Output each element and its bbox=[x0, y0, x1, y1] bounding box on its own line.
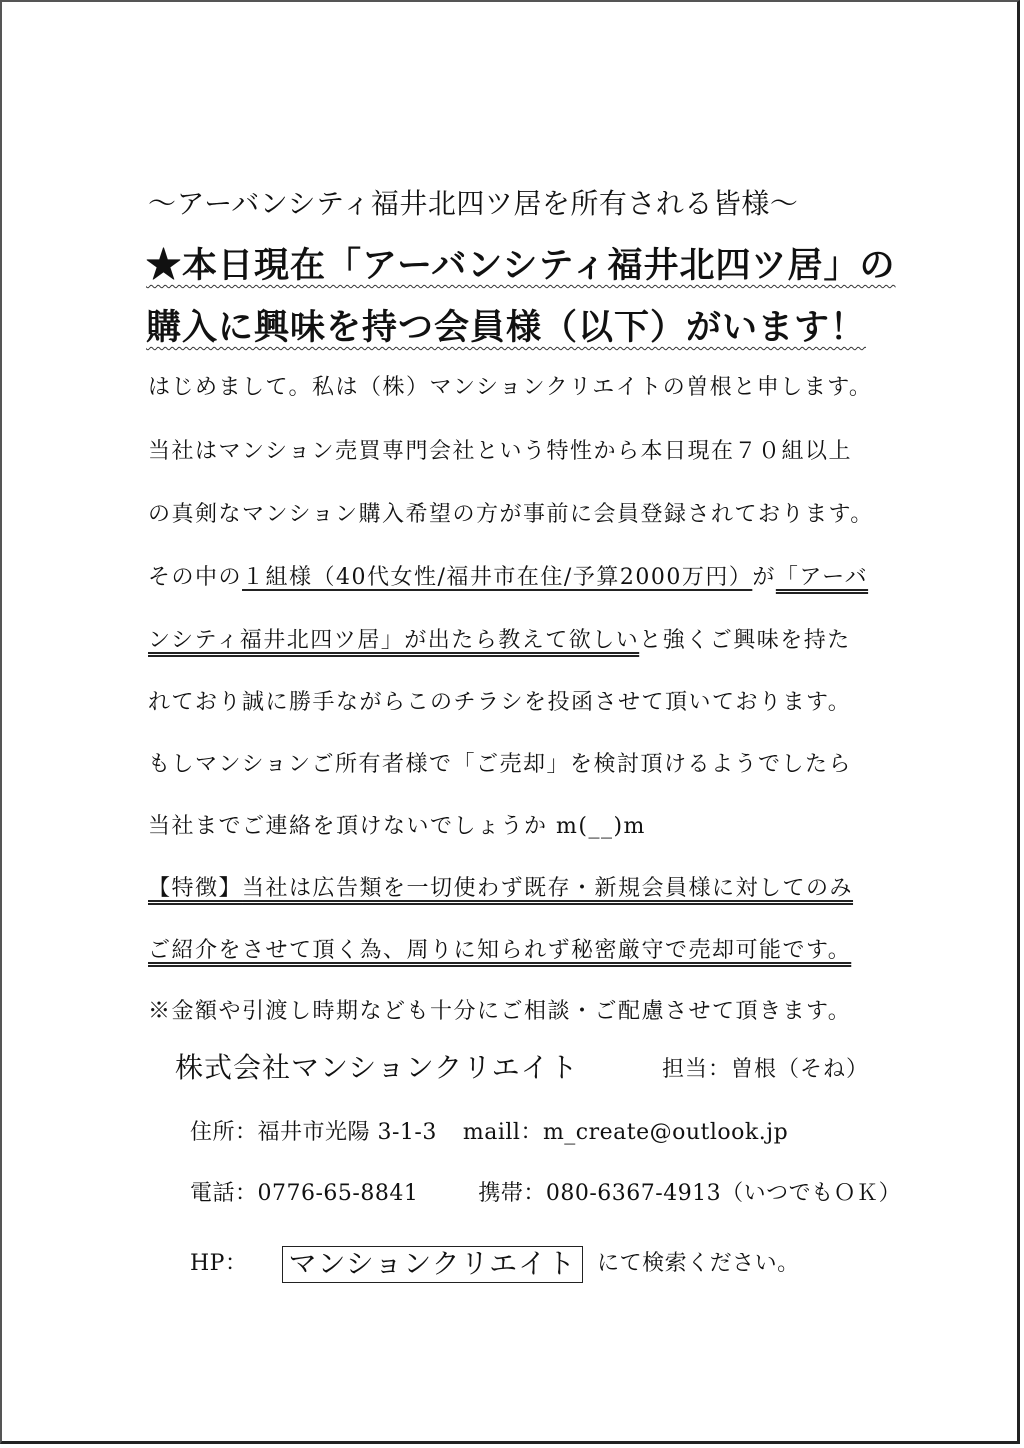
body-line-4-pre: その中の bbox=[148, 565, 243, 590]
hp-row bbox=[190, 1243, 800, 1280]
body-line-5 bbox=[148, 630, 851, 652]
company-tel[interactable]: 電話：0776-65-8841 bbox=[190, 1181, 419, 1206]
body-line-8: 当社までご連絡を頂けないでしょうか m(__)m bbox=[148, 814, 646, 839]
buyer-profile: １組様（40代女性/福井市在住/予算2000万円） bbox=[242, 565, 753, 590]
hp-label: HP： bbox=[190, 1251, 248, 1276]
company-address: 住所：福井市光陽 3-1-3 bbox=[190, 1120, 437, 1145]
body-line-2: 当社はマンション売買専門会社という特性から本日現在７０組以上 bbox=[148, 439, 853, 464]
address-row bbox=[190, 1122, 788, 1144]
hp-suffix: にて検索ください。 bbox=[597, 1251, 800, 1276]
feature-label: 【特徴】 bbox=[148, 876, 243, 901]
greeting-line: ～アーバンシティ福井北四ツ居を所有される皆様～ bbox=[148, 187, 799, 220]
request-quote-start: 「アーバ bbox=[775, 565, 869, 590]
feature-text: 当社は広告類を一切使わず既存・新規会員様に対してのみ bbox=[242, 876, 854, 901]
hp-search-keyword: マンションクリエイト bbox=[282, 1246, 584, 1283]
body-line-1: はじめまして。私は（株）マンションクリエイトの曽根と申します。 bbox=[148, 375, 873, 400]
request-quote-end: ンシティ福井北四ツ居」が出たら教えて欲しい bbox=[148, 628, 640, 653]
company-mail[interactable]: maill：m_create@outlook.jp bbox=[462, 1120, 789, 1145]
phone-row bbox=[190, 1183, 901, 1205]
company-mobile[interactable]: 携帯：080-6367-4913（いつでもＯＫ） bbox=[478, 1181, 902, 1206]
body-line-3: の真剣なマンション購入希望の方が事前に会員登録されております。 bbox=[148, 502, 874, 527]
body-line-4 bbox=[148, 567, 868, 589]
body-line-6: れており誠に勝手ながらこのチラシを投函させて頂いております。 bbox=[148, 690, 852, 715]
contact-person: 担当：曽根（そね） bbox=[662, 1057, 870, 1082]
company-name: 株式会社マンションクリエイト bbox=[175, 1051, 579, 1084]
body-line-7: もしマンションご所有者様で「ご売却」を検討頂けるようでしたら bbox=[148, 752, 853, 777]
body-line-9 bbox=[148, 878, 853, 900]
body-line-5-post: と強くご興味を持た bbox=[639, 628, 851, 653]
body-line-11: ※金額や引渡し時期なども十分にご相談・ご配慮させて頂きます。 bbox=[148, 999, 852, 1024]
body-line-10: ご紹介をさせて頂く為、周りに知られず秘密厳守で売却可能です。 bbox=[148, 938, 852, 963]
headline-line-1: ★本日現在「アーバンシティ福井北四ツ居」の bbox=[146, 245, 896, 286]
body-line-4-mid: が bbox=[752, 565, 776, 590]
headline-line-2: 購入に興味を持つ会員様（以下）がいます！ bbox=[146, 307, 867, 348]
